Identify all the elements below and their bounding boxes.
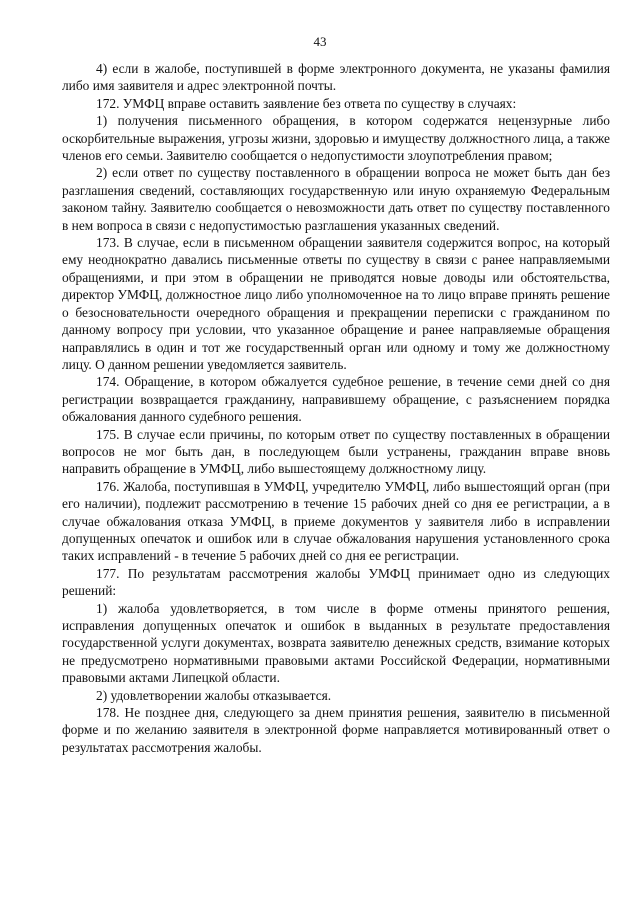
paragraph-175: 175. В случае если причины, по которым ответ по существу поставленных в обращении вопросов не мог быть дан, в последующем были устранены, гражданин вправе вновь направить обращение в УМФЦ, либо вышестоящему должностному лицу.: [62, 426, 610, 477]
paragraph-177: 177. По результатам рассмотрения жалобы УМФЦ принимает одно из следующих решений:: [62, 565, 610, 599]
paragraph-178: 178. Не позднее дня, следующего за днем принятия решения, заявителю в письменной форме и по желанию заявителя в электронной форме направляется мотивированный ответ о результатах рассмотрения жалобы.: [62, 705, 610, 755]
paragraph-172-item-1: 1) получения письменного обращения, в котором содержатся нецензурные либо оскорбительные выражения, угрозы жизни, здоровью и имуществу должностного лица, а также членов его семьи. Заявителю сообщается о недопустимости злоупотребления правом;: [62, 113, 610, 164]
paragraph-174: 174. Обращение, в котором обжалуется судебное решение, в течение семи дней со дня регистрации возвращается гражданину, направившему обращение, с разъяснением порядка обжалования данного судебного решения.: [62, 374, 610, 425]
document-body: [62, 60, 610, 756]
paragraph-177-item-1: 1) жалоба удовлетворяется, в том числе в форме отмены принятого решения, исправления допущенных опечаток и ошибок в выданных в результате предоставления государственной услуги документах, возврата заявителю денежных средств, взимание которых не предусмотрено нормативными правовыми актами Российской Федерации, нормативными правовыми актами Липецкой области.: [62, 600, 610, 686]
paragraph-item-4-anonymous-email: 4) если в жалобе, поступившей в форме электронного документа, не указаны фамилия либо имя заявителя и адрес электронной почты.: [62, 61, 610, 94]
page-number: 43: [313, 34, 327, 49]
paragraph-173: 173. В случае, если в письменном обращении заявителя содержится вопрос, на который ему неоднократно давались письменные ответы по существу в связи с ранее направляемыми обращениями, и при этом в обращении не приводятся новые доводы или обстоятельства, директор УМФЦ, должностное лицо либо уполномоченное на то лицо вправе принять решение о безосновательности очередного обращения и прекращении переписки с гражданином по данному вопросу при условии, что указанное обращение и ранее направляемые обращения направлялись в один и тот же государственный орган или одному и тому же должностному лицу. О данном решении уведомляется заявитель.: [62, 235, 610, 372]
paragraph-172: 172. УМФЦ вправе оставить заявление без ответа по существу в случаях:: [96, 95, 517, 111]
paragraph-176: 176. Жалоба, поступившая в УМФЦ, учредителю УМФЦ, либо вышестоящий орган (при его наличии), подлежит рассмотрению в течение 15 рабочих дней со дня ее регистрации, а в случае обжалования отказа УМФЦ, в приеме документов у заявителя либо в исправлении допущенных опечаток и ошибок или в случае обжалования нарушения установленного срока таких исправлений - в течение 5 рабочих дней со дня ее регистрации.: [62, 478, 610, 564]
paragraph-177-item-2: 2) удовлетворении жалобы отказывается.: [96, 687, 332, 703]
paragraph-172-item-2: 2) если ответ по существу поставленного в обращении вопроса не может быть дан без разглашения сведений, составляющих государственную или иную охраняемую Федеральным законом тайну. Заявителю сообщается о невозможности дать ответ по существу поставленного в нем вопроса в связи с недопустимостью разглашения указанных сведений.: [62, 165, 610, 233]
